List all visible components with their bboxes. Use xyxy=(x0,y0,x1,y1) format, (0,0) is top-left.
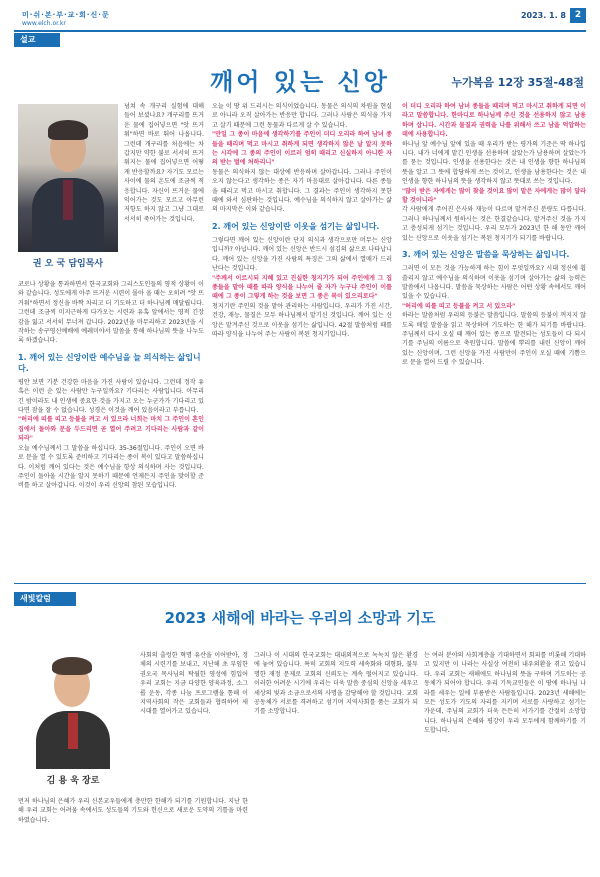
sermon-col2-top: 오늘 이 땅 위 드리시는 의식이었습니다. 동물은 의식의 차원을 현실로 아니라 오직 살아가는 반응만 합니다. 그러나 사람은 의식을 가지고 살기 때문에 그런 동물과 다르게 살 수 있습니다. xyxy=(212,103,392,129)
column-paragraph-0: 먼저 하나님의 은혜가 우리 신본교우들에게 충만한 한해가 되기를 기원합니다. 지난 한 해 우리 교회는 어려움 속에서도 성도들의 기도와 헌신으로 새로운 도약의 기틀을 마련하였습니다. xyxy=(18,798,248,824)
sermon-col2-mid: 동물은 의식하지 않는 대상에 반응하며 살아갑니다. 그러나 주인이 오지 않는다고 생각하는 종은 자기 마음대로 살아갑니다. 다른 종들을 때리고 먹고 마시고 취합니다. 그 결과는 주인이 생각하지 못한 때에 와서 심판하는 것입니다. 예수님을 의식하지 않고 살아가는 삶의 마지막은 이와 같습니다. xyxy=(212,168,392,214)
sermon-quote-2: "만일 그 종이 마음에 생각하기를 주인이 더디 오리라 하여 남녀 종들을 때리며 먹고 마시고 취하게 되면 생각하지 않은 날 알지 못하는 시각에 그 종의 주인이 이르러 엄히 때리고 신실하지 아니한 자의 받는 벌에 처하리니" xyxy=(212,131,392,167)
sermon-column-2 xyxy=(212,102,392,576)
column-title: 2023 새해에 바라는 우리의 소망과 기도 xyxy=(164,609,436,627)
sermon-title: 깨어 있는 신앙 xyxy=(210,68,390,96)
section-tab-sermon: 설교 xyxy=(14,33,60,47)
elder-photo xyxy=(30,651,116,769)
section-tab-column: 새빛칼럼 xyxy=(14,592,76,606)
website-url[interactable]: www.elch.or.kr xyxy=(22,20,66,27)
column-paragraph-3: 는 여러 분야의 사회계층을 기대하면서 회피를 비롯해 기대하고 있지만 이 나라는 사실상 여전히 내우외환을 겪고 있습니다. 우리 교회는 새해에도 하나님의 뜻을 구하며 기도하는 공동체가 되어야 합니다. 우리 기독교인들은 이 땅에 하나님 나라를 세우는 일에 부름받은 사람들입니다. 2023년 새해에는 모든 성도가 기도의 자리를 지키며 서로를 사랑하고 섬기는 가운데, 주님의 교회가 더욱 든든히 서가기를 간절히 소망합니다. 하나님의 은혜와 평강이 우리 모두에게 함께하기를 기도합니다. xyxy=(424,652,586,735)
elder-caption: 김 용 욱 장로 xyxy=(46,776,100,786)
column-paragraph-1: 사회의 출렁한 혁명 유산을 이어받아, 정체의 시련기를 보내고, 지난해 초 부임한 권오국 목사님의 탁월한 영성에 힘입어 우리 교회는 지금 다양한 양육과정, 소그룹 운동, 각종 나눔 프로그램을 통해 이 지역사회의 작은 교회들과 협력하여 새 시대를 열어가고 있습니다. xyxy=(140,652,248,716)
sermon-heading-1: 1. 깨어 있는 신앙이란 예수님을 늘 의식하는 삶입니다. xyxy=(18,352,201,373)
sermon-body-1: 평안 보면 기분 건강한 마음을 가진 사람이 있습니다. 그런데 정작 유혹은 이런 순 있는 사람만 누구일까요? 기다리는 사람입니다. 아무리 긴 밤이라도 내 인생에 중요한 것을 가지고 오는 누군가가 기다리고 있다면 잠을 잘 수 없습니다. 성경은 이것을 깨어 있음이라고 부릅니다. xyxy=(18,378,204,415)
page-header xyxy=(0,0,600,46)
pastor-photo xyxy=(18,104,118,252)
sermon-heading-3: 3. 깨어 있는 신앙은 말씀을 묵상하는 삶입니다. xyxy=(402,250,570,260)
pastor-photo-hair xyxy=(48,120,88,140)
header-rule xyxy=(14,30,586,32)
scripture-reference: 누가복음 12장 35절-48절 xyxy=(451,76,584,89)
sermon-column-3 xyxy=(402,102,586,576)
pastor-photo-tie xyxy=(63,180,73,220)
sermon-quote-5: "허리에 띠를 띠고 등불을 켜고 서 있으라" xyxy=(402,302,516,310)
column-paragraph-2: 그러나 이 시대의 한국교회는 대내외적으로 녹녹치 않은 환경에 놓여 있습니다. 특히 교회의 지도력 세속화와 대형화, 불투명한 재정 문제로 교회의 신뢰도는 계속 떨어지고 있습니다. 이러한 어려운 시기에 우리는 더욱 말씀 중심의 신앙을 세우고 세상의 빛과 소금으로서의 사명을 감당해야 할 것입니다. 교회 공동체가 서로를 격려하고 섬기며 지역사회를 품는 교회가 되기를 소망합니다. xyxy=(254,652,418,716)
sermon-heading-2: 2. 깨어 있는 신앙이란 이웃을 섬기는 삶입니다. xyxy=(212,221,380,231)
elder-photo-tie xyxy=(68,713,78,749)
page-number: 2 xyxy=(570,8,586,23)
issue-date: 2023. 1. 8 xyxy=(520,11,566,20)
sermon-col2-bottom: 청지기란 주인의 것을 맡아 관리하는 사람입니다. 우리가 가진 시간, 건강, 재능, 물질은 모두 하나님께서 맡기신 것입니다. 깨어 있는 신앙은 맡겨주신 것으로 이웃을 섬기는 삶입니다. 42절 말씀처럼 때를 따라 양식을 나누어 주는 사람이 복된 청지기입니다. xyxy=(212,302,392,338)
sermon-col3-mid2: 각 사람에게 주어진 은사와 재능이 다르며 맡겨주신 분량도 다릅니다. 그러나 하나님께서 원하시는 것은 한결같습니다. 맡겨주신 것을 가지고 충성되게 섬기는 것입니다. 우리 모두가 2023년 한 해 동안 깨어 있는 신앙으로 이웃을 섬기는 복된 청지기가 되기를 바랍니다. xyxy=(402,206,586,242)
sermon-col3-top: 이 더디 오리라 하여 남녀 종들을 때리며 먹고 마시고 취하게 되면 이라고 말씀합니다. 한마디로 하나님께 주신 것을 선용하지 않고 남용하며 삽니다. 시간과 물질과 권력을 나를 위해서 쓰고 남을 억압하는 데에 사용합니다. xyxy=(402,103,586,139)
sermon-col3-mid: 하나님 앞 예수님 앞에 있을 때 우리가 받는 평가의 기준은 딱 하나입니다. 내가 너에게 맡긴 인생을 선용하며 살았는가 남용하며 살았는가를 묻는 것입니다. 인생을 선용한다는 것은 내 인생을 향한 하나님의 뜻을 알고 그 뜻에 합당하게 쓰는 것이고, 인생을 남용한다는 것은 내 인생을 향한 하나님의 뜻을 생각하지 않고 뜻대로 쓰는 것입니다. xyxy=(402,140,586,186)
pastor-caption: 권 오 국 담임목사 xyxy=(32,259,104,269)
section-divider xyxy=(14,583,586,584)
sermon-quote-1: "허리에 띠를 띠고 등불을 켜고 서 있으라 너희는 마치 그 주인이 혼인 집에서 돌아와 문을 두드리면 곧 열어 주려고 기다리는 사람과 같이 되라" xyxy=(18,416,204,443)
sermon-body-2: 그렇다면 깨어 있는 신앙이란 단지 의식과 생각으로만 머무는 신앙입니까? 아닙니다. 깨어 있는 신앙은 반드시 섬김의 삶으로 나타납니다. 깨어 있는 신앙을 가진 사람의 특징은 그의 삶에서 열매가 드러난다는 것입니다. xyxy=(212,236,392,273)
sermon-intro-b: 코로나 상황을 통과하면서 한국교회와 그리스도인들의 영적 상황이 이와 같습니다. 성도에게 아주 뜨거운 시련이 몰아 올 때는 오히려 "앗 뜨거워"하면서 정신을 바짝 차리고 더 기도하고 더 하나님께 매달립니다. 그런데 조금씩 미지근하게 다가오는 시련과 유혹 앞에서는 영적 긴장감을 잃고 서서히 무너져 갑니다. 2022년을 마무리하고 2023년을 시작하는 송구영신예배에 예레미야서 말씀을 통해 하나님의 뜻을 나누도록 하겠습니다. xyxy=(18,281,204,345)
elder-photo-hair xyxy=(52,657,92,675)
sermon-column-1 xyxy=(18,280,204,575)
sermon-body-3: 그러면 이 모든 것을 가능하게 하는 힘이 무엇일까요? 시대 정신에 휩쓸리지 않고 예수님을 의식하며 이웃을 섬기며 살아가는 삶의 능력은 말씀에서 나옵니다. 말씀을 묵상하는 사람은 어떤 상황 속에서도 깨어 있을 수 있습니다. xyxy=(402,265,586,301)
sermon-quote-3: "주께서 이르시되 지혜 있고 진실한 청지기가 되어 주인에게 그 집 종들을 맡아 때를 따라 양식을 나누어 줄 자가 누구냐 주인이 이를 때에 그 종이 그렇게 하는 것을 보면 그 종은 복이 있으리로다" xyxy=(212,274,392,301)
newspaper-name: 미·쉬·본·부·교·회·신·문 xyxy=(22,11,110,19)
sermon-body-3b: 하라는 말씀처럼 우리의 등불은 말씀입니다. 말씀의 등불이 꺼지지 않도록 매일 말씀을 읽고 묵상하며 기도하는 한 해가 되기를 바랍니다. 주님께서 다시 오실 때 깨어 있는 종으로 발견되는 성도들이 다 되시기를 주님의 이름으로 축원합니다. 말씀에 뿌리를 내린 신앙이 깨어 있는 신앙이며, 그런 신앙을 가진 사람만이 주인이 오실 때에 기쁨으로 문을 열어 드릴 수 있습니다. xyxy=(402,312,586,367)
sermon-quote-4: "많이 받은 자에게는 많이 찾을 것이요 많이 맡은 자에게는 많이 달라 할 것이니라" xyxy=(402,187,586,205)
sermon-intro-a: 넘쳐 속 개구리 실험에 대해 들어 보셨나요? 개구리를 뜨거운 물에 집어넣으면 "앗 뜨거워"하면 바로 뛰어 나옵니다. 그런데 개구리를 처음에는 차갑지만 약한 불로 서서히 뜨거워지는 물에 집어넣으면 어떻게 반응할까요? 자기도 모르는 사이에 물의 온도에 조금씩 적응합니다. 자신이 뜨거운 물에 익어가는 것도 모르고 아무런 저항도 하지 않고 그냥 그대로 서서히 죽어가는 것입니다. xyxy=(124,103,204,223)
sermon-body-1b: 오늘 예수님께서 그 말씀을 하십니다. 35-36절입니다. 주인이 오면 바로 문을 열 수 있도록 준비하고 기다리는 종이 복이 있다고 말씀하십니다. 이처럼 깨어 있다는 것은 예수님을 항상 의식하며 사는 것입니다. 주인이 돌아올 시간을 알지 못하기 때문에 언제든지 주인을 맞이할 준비를 하고 살아갑니다. 이것이 우리 신앙의 참된 모습입니다. xyxy=(18,444,204,490)
